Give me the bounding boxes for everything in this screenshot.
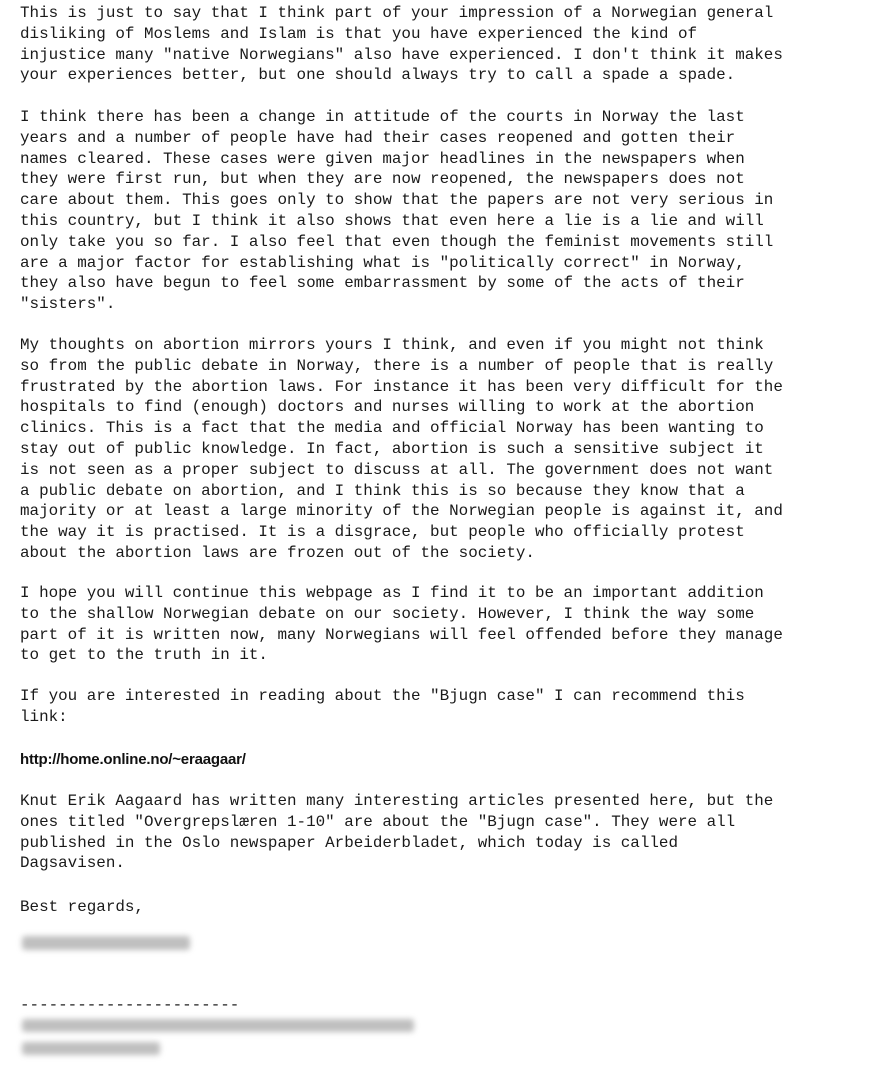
paragraph-impression: This is just to say that I think part of your impression of a Norwegian general disliking of Moslems and Islam is that you have experienced the kind of injustice many "native Norwegians" also have experienced. I don't think it makes your experiences better, but one should always try to call a spade a spade. <box>20 4 783 85</box>
closing-text: Best regards, <box>20 898 144 916</box>
paragraph-courts: I think there has been a change in attitude of the courts in Norway the last years and a number of people have had their cases reopened and gotten their names cleared. These cases were given major headlines in the newspapers when they were first run, but when they are now reopened, the newspapers does not care about them. This goes only to show that the papers are not very serious in this country, but I think it also shows that even here a lie is a lie and will only take you so far. I also feel that even though the feminist movements still are a major factor for establishing what is "politically correct" in Norway, they also have begun to feel some embarrassment by some of the acts of their "sisters". <box>20 108 774 314</box>
redacted-signature-name <box>22 936 190 950</box>
bjugn-case-link[interactable]: http://home.online.no/~eraagaar/ <box>20 751 246 768</box>
paragraph-articles: Knut Erik Aagaard has written many interesting articles presented here, but the ones titled "Overgrepslæren 1-10" are about the "Bjugn case". They were all published in the Oslo newspaper Arbeiderbladet, which today is called Dagsavisen. <box>20 792 774 873</box>
redacted-footer-line <box>22 1042 160 1055</box>
footer-divider: ----------------------- <box>20 996 240 1014</box>
redacted-footer-line <box>22 1019 414 1032</box>
paragraph-webpage: I hope you will continue this webpage as I find it to be an important addition to the shallow Norwegian debate on our society. However, I think the way some part of it is written now, many Norwegians will feel offended before they manage to get to the truth in it. <box>20 584 783 665</box>
paragraph-bjugn-intro: If you are interested in reading about the "Bjugn case" I can recommend this link: <box>20 687 745 726</box>
paragraph-abortion: My thoughts on abortion mirrors yours I think, and even if you might not think so from the public debate in Norway, there is a number of people that is really frustrated by the abortion laws. For instance it has been very difficult for the hospitals to find (enough) doctors and nurses willing to work at the abortion clinics. This is a fact that the media and official Norway has been wanting to stay out of public knowledge. In fact, abortion is such a sensitive subject it is not seen as a proper subject to discuss at all. The government does not want a public debate on abortion, and I think this is so because they know that a majority or at least a large minority of the Norwegian people is against it, and the way it is practised. It is a disgrace, but people who officially protest about the abortion laws are frozen out of the society. <box>20 336 783 562</box>
